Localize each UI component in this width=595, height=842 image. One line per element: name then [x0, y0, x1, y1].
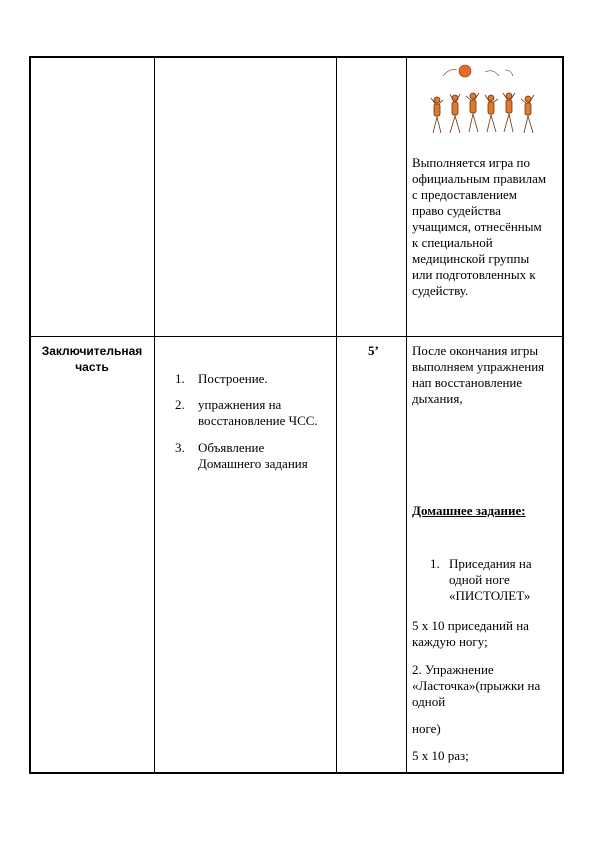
- list-item: 3. Объявление Домашнего задания: [175, 440, 308, 471]
- volleyball-players-illustration: [425, 62, 543, 140]
- homework-detail: 5 х 10 раз;: [412, 748, 469, 763]
- duration: 5’: [368, 343, 379, 358]
- row-divider: [31, 336, 562, 337]
- homework-title: Домашнее задание:: [412, 503, 526, 518]
- column-divider: [154, 58, 155, 772]
- homework-detail: 2. Упражнение «Ласточка»(прыжки на одной: [412, 662, 541, 709]
- section-title: Заключительная часть: [41, 344, 143, 374]
- homework-detail: ноге): [412, 721, 441, 736]
- list-item: 1. Построение.: [175, 371, 268, 386]
- list-item: 2. упражнения на восстановление ЧСС.: [175, 397, 318, 428]
- game-description: Выполняется игра по официальным правилам с предоставлением право судейства учащимся, отнесённым к специальной медицинской группы или подготовленных к судейству.: [412, 155, 547, 298]
- post-game-notes: После окончания игры выполняем упражнения нап восстановление дыхания,: [412, 343, 545, 406]
- homework-item: 1. Приседания на одной ноге «ПИСТОЛЕТ»: [430, 556, 532, 603]
- column-divider: [406, 58, 407, 772]
- homework-detail: 5 х 10 приседаний на каждую ногу;: [412, 618, 529, 649]
- column-divider: [336, 58, 337, 772]
